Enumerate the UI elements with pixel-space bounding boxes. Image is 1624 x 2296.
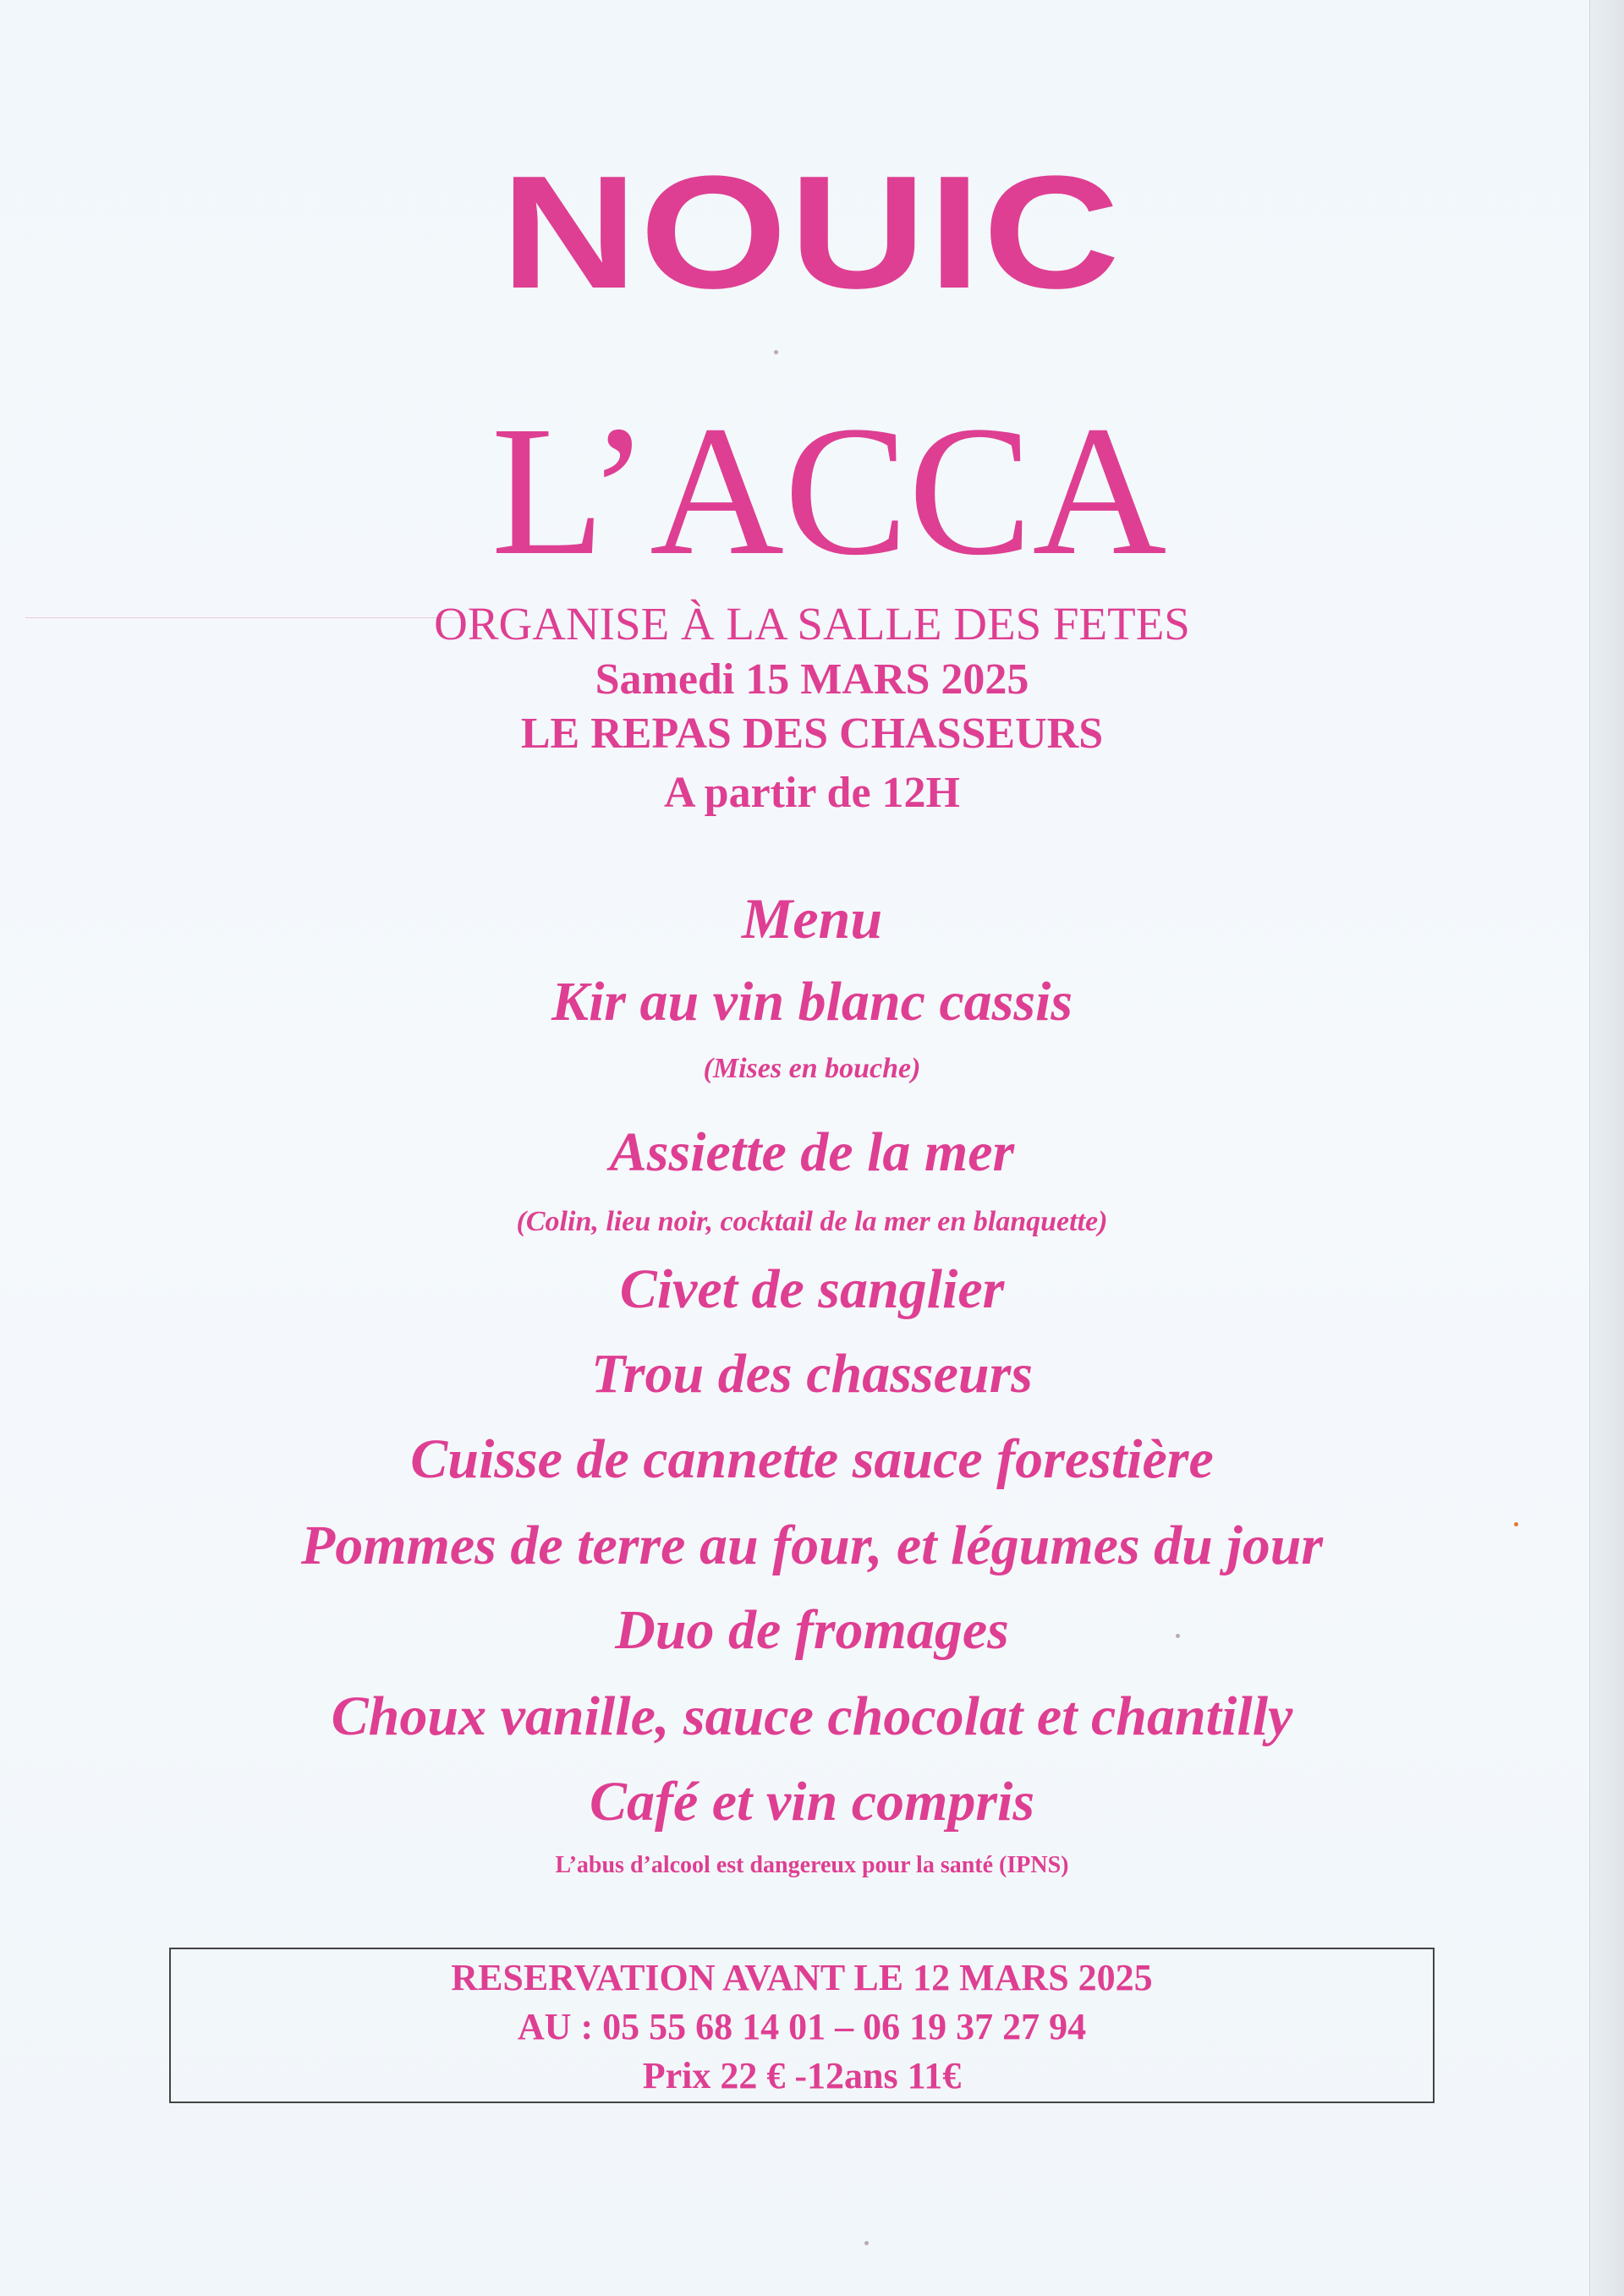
reservation-box	[169, 1948, 1435, 2103]
scan-speck	[1514, 1522, 1518, 1526]
menu-item: Duo de fromages	[615, 1599, 1009, 1661]
menu-item: Café et vin compris	[589, 1771, 1035, 1833]
village-title: NOUIC	[500, 143, 1122, 322]
alcohol-disclaimer: L’abus d’alcool est dangereux pour la santé (IPNS)	[555, 1852, 1069, 1878]
menu-item-note: (Mises en bouche)	[703, 1053, 921, 1084]
reservation-price: Prix 22 € -12ans 11€	[642, 2055, 962, 2096]
reservation-deadline: RESERVATION AVANT LE 12 MARS 2025	[451, 1957, 1153, 1998]
organiser-line: ORGANISE À LA SALLE DES FETES	[434, 598, 1190, 649]
reservation-phones: AU : 05 55 68 14 01 – 06 19 37 27 94	[517, 2006, 1087, 2047]
association-title: L’ACCA	[491, 387, 1167, 594]
menu-item: Cuisse de cannette sauce forestière	[410, 1428, 1214, 1490]
menu-item: Assiette de la mer	[609, 1121, 1015, 1183]
scan-speck	[774, 350, 778, 354]
scan-speck	[1176, 1634, 1180, 1638]
scan-speck	[864, 2241, 869, 2245]
event-date: Samedi 15 MARS 2025	[595, 655, 1029, 704]
menu-item-note: (Colin, lieu noir, cocktail de la mer en blanquette)	[516, 1206, 1108, 1237]
menu-item: Trou des chasseurs	[591, 1343, 1033, 1405]
menu-item: Pommes de terre au four, et légumes du jour	[300, 1515, 1324, 1576]
event-time: A partir de 12H	[663, 769, 961, 817]
menu-item: Civet de sanglier	[619, 1258, 1005, 1320]
menu-item: Kir au vin blanc cassis	[551, 971, 1073, 1033]
event-name: LE REPAS DES CHASSEURS	[520, 710, 1104, 758]
menu-item: Choux vanille, sauce chocolat et chantilly	[331, 1685, 1293, 1747]
menu-title: Menu	[741, 886, 883, 951]
